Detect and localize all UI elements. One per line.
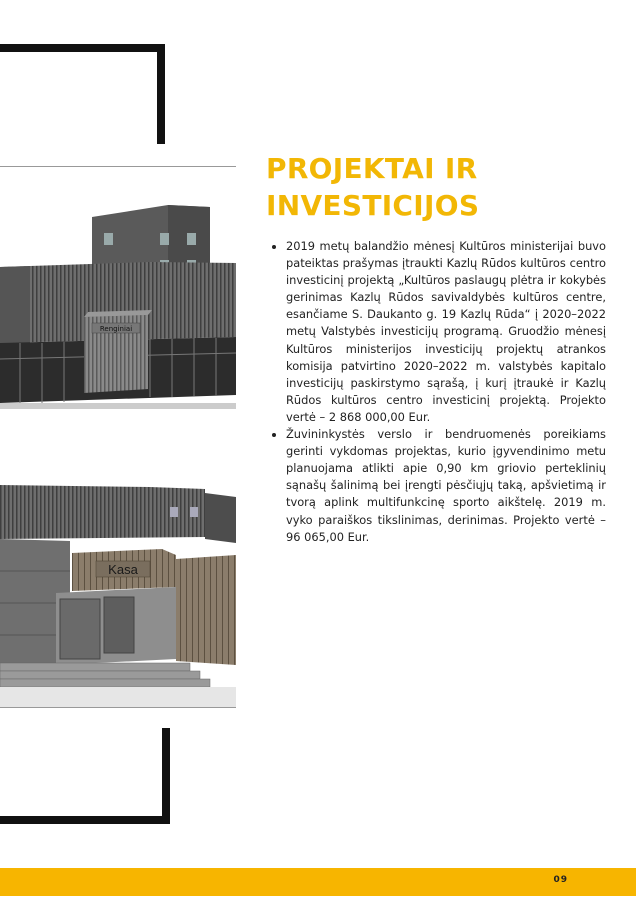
heading-line-1: PROJEKTAI IR [266, 152, 478, 185]
list-item: • 2019 metų balandžio mėnesį Kultūros ministerijai buvo pateiktas prašymas įtraukti Kazlų Rūdos kultūros centro investicinį projektą „Kultūros paslaugų plėtra ir kokybės gerinimas Kazlų Rūdos savivaldybės kultūros centre, esančiame S. Daukanto g. 19 Kazlų Rūda“ į 2020–2022 metų Valstybės investicijų programą. Gruodžio mėnesį Kultūros ministerijos investicijų projektų atrankos komisija patvirtino 2020–2022 m. valstybės kapitalo investicijų paskirstymo sąrašą, į kurį įtraukė ir Kazlų Rūdos kultūros centro investicinį projektą. Projekto vertė – 2 868 000,00 Eur. [286, 238, 606, 426]
list-item: • Žuvininkystės verslo ir bendruomenės poreikiams gerinti vykdomas projektas, kurio įgyvendinimo metu planuojama atlikti apie 0,90 km griovio perteklinių sąnašų šalinimą bei įrengti pėsčiųjų taką, apšvietimą ir tvorą aplink multifunkcinę sporto aikštelę. 2019 m. vyko paraiškos tikslinimas, derinimas. Projekto vertė – 96 065,00 Eur. [286, 426, 606, 546]
project-list [268, 238, 606, 546]
render-bottom-sign: Kasa [108, 562, 138, 577]
decorative-bracket-top [0, 44, 165, 144]
building-renders [0, 166, 236, 708]
render-top-sign: Renginiai [99, 325, 133, 333]
page-number: 09 [553, 875, 568, 885]
render-bottom [0, 485, 236, 707]
decorative-bracket-bottom [0, 728, 170, 824]
page-heading [266, 150, 596, 224]
heading-line-2: INVESTICIJOS [266, 189, 480, 222]
footer-bar [0, 868, 636, 896]
building-render-images [0, 167, 236, 707]
render-top [0, 205, 236, 409]
